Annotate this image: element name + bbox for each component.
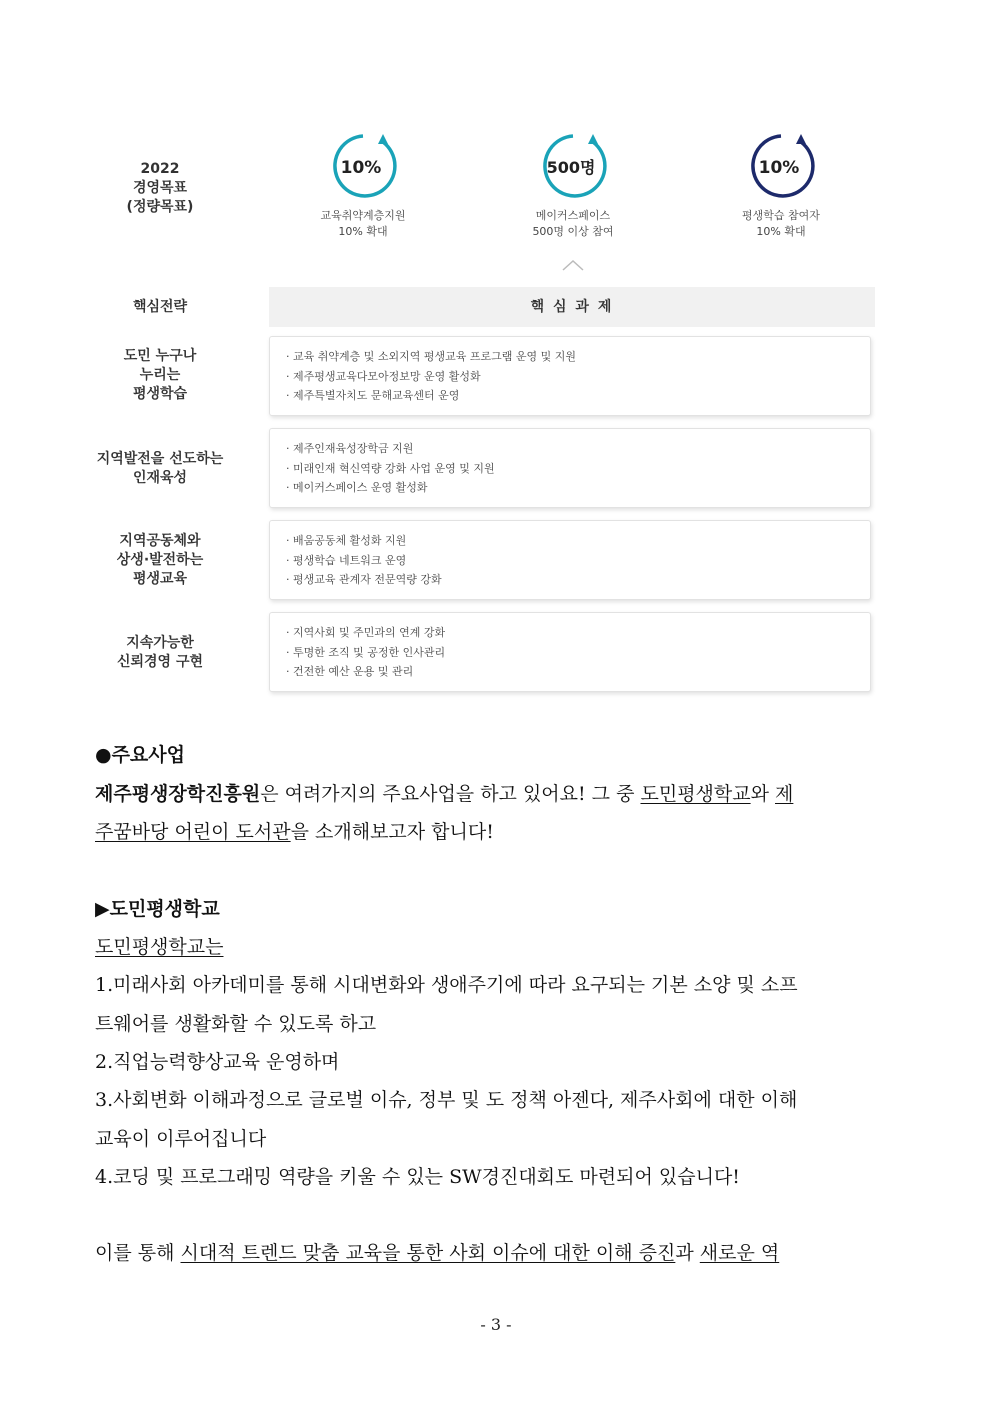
svg-text:10%: 10%	[758, 158, 800, 178]
goal-item-3	[696, 130, 866, 240]
chevron-up-icon	[561, 258, 585, 272]
list-item: 3.사회변화 이해과정으로 글로벌 이슈, 정부 및 도 정책 아젠다, 제주사회에 대한 이해	[95, 1089, 798, 1111]
goal-caption: 메이커스페이스 500명 이상 참여	[532, 209, 614, 238]
goal-caption: 교육취약계층지원 10% 확대	[320, 209, 406, 238]
list-item: 1.미래사회 아카데미를 통해 시대변화와 생애주기에 따라 요구되는 기본 소양 및 소프	[95, 974, 798, 996]
task-box: · 지역사회 및 주민과의 연계 강화 · 투명한 조직 및 공정한 인사관리 · 건전한 예산 운용 및 관리	[269, 612, 871, 692]
school-intro: 도민평생학교는	[95, 936, 224, 958]
sub-heading: ▶도민평생학교	[95, 898, 220, 920]
intro-line-1: 제주평생장학진흥원은 여려가지의 주요사업을 하고 있어요! 그 중 도민평생학교와 제	[95, 783, 794, 805]
closing-line: 이를 통해 시대적 트렌드 맞춤 교육을 통한 사회 이슈에 대한 이해 증진과 새로운 역	[95, 1242, 780, 1264]
progress-ring-icon	[327, 130, 399, 202]
task-box: · 배움공동체 활성화 지원 · 평생학습 네트워크 운영 · 평생교육 관계자 전문역량 강화	[269, 520, 871, 600]
svg-text:500명: 500명	[546, 158, 596, 177]
intro-line-2: 주꿈바당 어린이 도서관을 소개해보고자 합니다!	[95, 821, 494, 843]
strategy-label: 도민 누구나 누리는 평생학습	[123, 348, 197, 402]
strategy-label: 지역공동체와 상생·발전하는 평생교육	[116, 533, 204, 587]
task-box: · 교육 취약계층 및 소외지역 평생교육 프로그램 운영 및 지원 · 제주평생교육다모아정보망 운영 활성화 · 제주특별자치도 문해교육센터 운영	[269, 336, 871, 416]
goal-item-2	[488, 130, 658, 240]
svg-text:10%: 10%	[340, 158, 382, 178]
page-number: - 3 -	[480, 1315, 512, 1334]
strategy-header: 핵심전략	[132, 299, 188, 315]
list-item: 4.코딩 및 프로그래밍 역량을 키울 수 있는 SW경진대회도 마련되어 있습니다!	[95, 1166, 740, 1188]
task-header: 핵 심 과 제	[269, 287, 875, 327]
list-item: 트웨어를 생활화할 수 있도록 하고	[95, 1013, 377, 1035]
strategy-label: 지역발전을 선도하는 인재육성	[96, 451, 224, 486]
task-box: · 제주인재육성장학금 지원 · 미래인재 혁신역량 강화 사업 운영 및 지원 · 메이커스페이스 운영 활성화	[269, 428, 871, 508]
list-item: 2.직업능력향상교육 운영하며	[95, 1051, 340, 1073]
strategy-label: 지속가능한 신뢰경영 구현	[116, 635, 204, 670]
progress-ring-icon	[745, 130, 817, 202]
progress-ring-icon	[537, 130, 609, 202]
main-heading: ●주요사업	[95, 744, 185, 766]
goal-item-1	[278, 130, 448, 240]
goal-caption: 평생학습 참여자 10% 확대	[742, 209, 820, 238]
goal-label: 2022 경영목표 (정량목표)	[126, 161, 194, 215]
list-item: 교육이 이루어집니다	[95, 1128, 267, 1150]
